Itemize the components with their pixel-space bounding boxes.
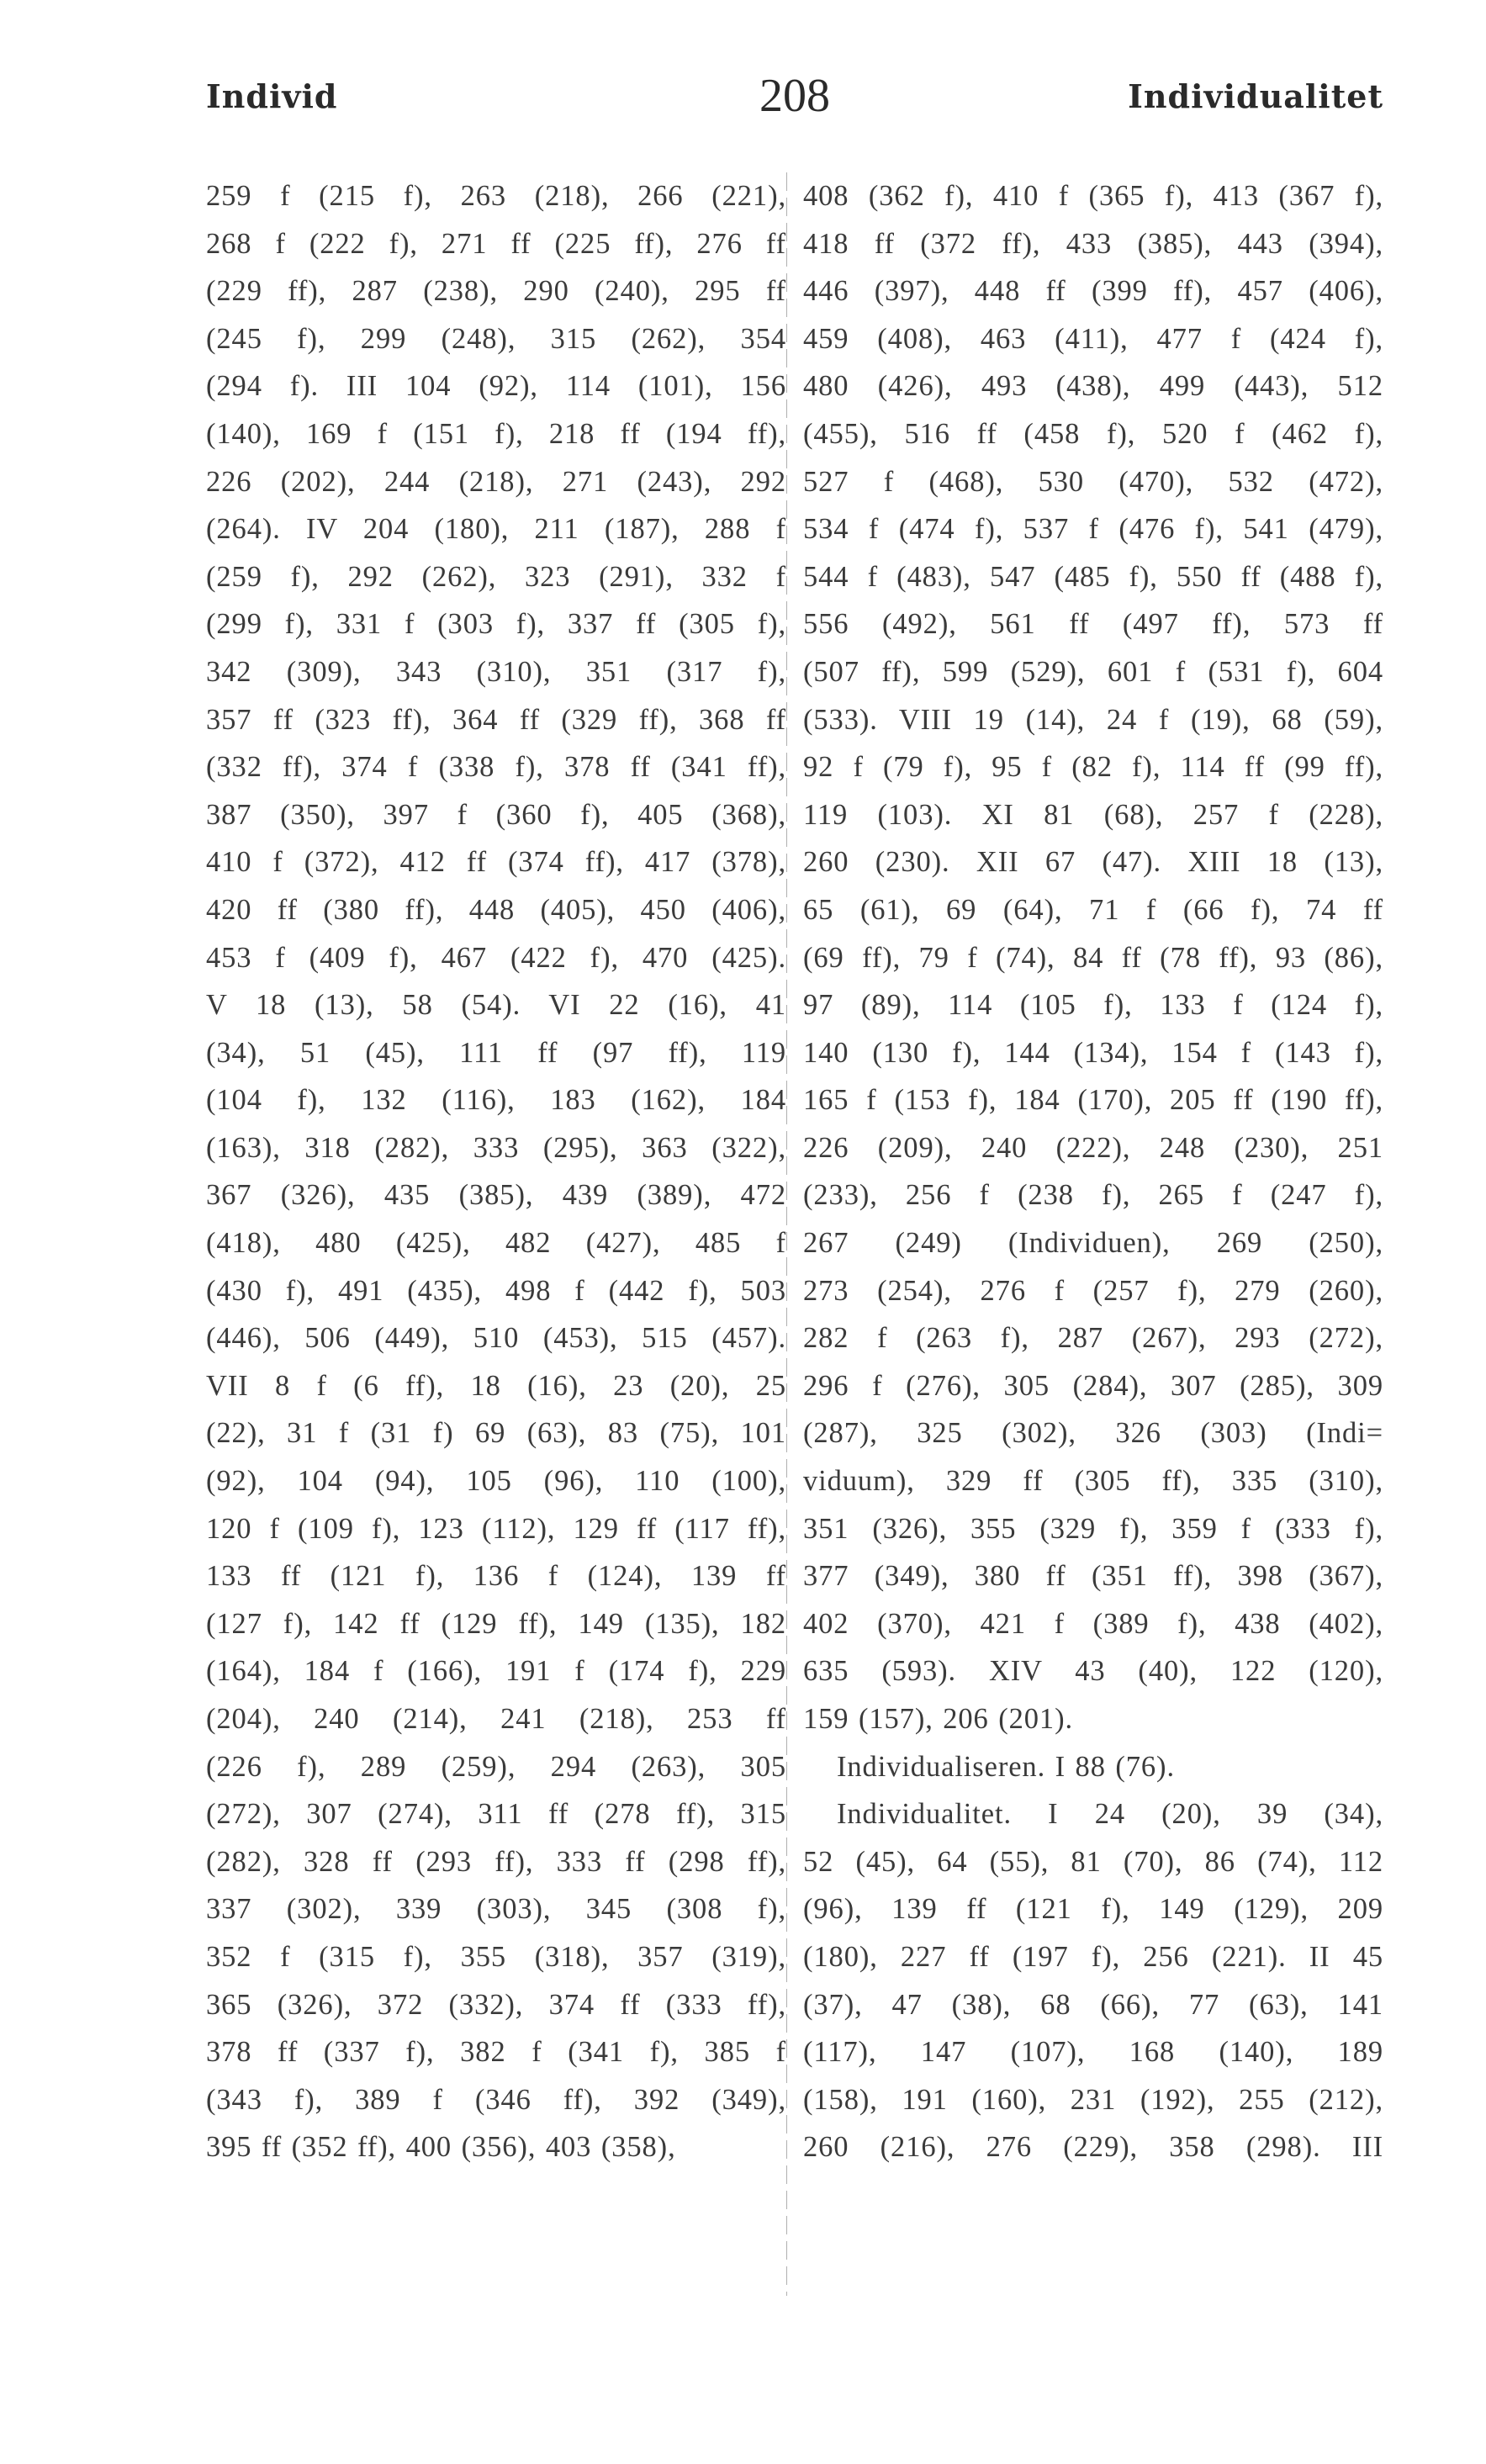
index-line: (226 f), 289 (259), 294 (263), 305 xyxy=(206,1750,786,1783)
index-line: (418), 480 (425), 482 (427), 485 f xyxy=(206,1227,786,1260)
index-line: 556 (492), 561 ff (497 ff), 573 ff xyxy=(803,608,1383,641)
index-line: 120 f (109 f), 123 (112), 129 ff (117 ff), xyxy=(206,1512,786,1545)
index-line: 267 (249) (Individuen), 269 (250), xyxy=(803,1227,1383,1260)
index-line: 260 (216), 276 (229), 358 (298). III xyxy=(803,2131,1383,2164)
column-divider xyxy=(786,172,787,2296)
index-line: 453 f (409 f), 467 (422 f), 470 (425). xyxy=(206,941,786,974)
index-line: (37), 47 (38), 68 (66), 77 (63), 141 xyxy=(803,1988,1383,2021)
left-index-column xyxy=(206,172,786,2171)
index-line: 527 f (468), 530 (470), 532 (472), xyxy=(803,465,1383,498)
index-line: 260 (230). XII 67 (47). XIII 18 (13), xyxy=(803,846,1383,879)
index-line: (163), 318 (282), 333 (295), 363 (322), xyxy=(206,1131,786,1164)
index-line: (272), 307 (274), 311 ff (278 ff), 315 xyxy=(206,1798,786,1831)
page-number: 208 xyxy=(759,70,830,122)
index-line: 635 (593). XIV 43 (40), 122 (120), xyxy=(803,1655,1383,1688)
index-line: 259 f (215 f), 263 (218), 266 (221), xyxy=(206,180,786,212)
running-head-right-keyword: Individualitet xyxy=(1128,77,1383,115)
index-line: 165 f (153 f), 184 (170), 205 ff (190 ff), xyxy=(803,1084,1383,1117)
index-line: 408 (362 f), 410 f (365 f), 413 (367 f), xyxy=(803,180,1383,212)
index-line: (164), 184 f (166), 191 f (174 f), 229 xyxy=(206,1655,786,1688)
index-line: 159 (157), 206 (201). xyxy=(803,1703,1073,1735)
index-line: (204), 240 (214), 241 (218), 253 ff xyxy=(206,1703,786,1735)
index-line: (245 f), 299 (248), 315 (262), 354 xyxy=(206,322,786,355)
index-line: 387 (350), 397 f (360 f), 405 (368), xyxy=(206,798,786,831)
index-line: Individualitet. I 24 (20), 39 (34), xyxy=(837,1798,1383,1831)
index-line: 65 (61), 69 (64), 71 f (66 f), 74 ff xyxy=(803,893,1383,926)
index-line: (140), 169 f (151 f), 218 ff (194 ff), xyxy=(206,417,786,450)
index-line: (233), 256 f (238 f), 265 f (247 f), xyxy=(803,1179,1383,1212)
index-line: (34), 51 (45), 111 ff (97 ff), 119 xyxy=(206,1036,786,1069)
index-line: (117), 147 (107), 168 (140), 189 xyxy=(803,2036,1383,2069)
index-line: 140 (130 f), 144 (134), 154 f (143 f), xyxy=(803,1036,1383,1069)
index-line: 133 ff (121 f), 136 f (124), 139 ff xyxy=(206,1560,786,1593)
index-line: (507 ff), 599 (529), 601 f (531 f), 604 xyxy=(803,655,1383,688)
index-line: 268 f (222 f), 271 ff (225 ff), 276 ff xyxy=(206,227,786,260)
index-line: (533). VIII 19 (14), 24 f (19), 68 (59), xyxy=(803,703,1383,736)
index-line: 351 (326), 355 (329 f), 359 f (333 f), xyxy=(803,1512,1383,1545)
index-line: (96), 139 ff (121 f), 149 (129), 209 xyxy=(803,1893,1383,1926)
index-line: Individualiseren. I 88 (76). xyxy=(837,1750,1175,1783)
index-line: (446), 506 (449), 510 (453), 515 (457). xyxy=(206,1322,786,1355)
index-line: (430 f), 491 (435), 498 f (442 f), 503 xyxy=(206,1274,786,1307)
index-line: 480 (426), 493 (438), 499 (443), 512 xyxy=(803,370,1383,403)
index-line: (158), 191 (160), 231 (192), 255 (212), xyxy=(803,2083,1383,2116)
index-line: (264). IV 204 (180), 211 (187), 288 f xyxy=(206,513,786,546)
index-line: 402 (370), 421 f (389 f), 438 (402), xyxy=(803,1607,1383,1640)
index-line: 544 f (483), 547 (485 f), 550 ff (488 f), xyxy=(803,560,1383,593)
index-line: (22), 31 f (31 f) 69 (63), 83 (75), 101 xyxy=(206,1417,786,1450)
index-line: 357 ff (323 ff), 364 ff (329 ff), 368 ff xyxy=(206,703,786,736)
index-line: 337 (302), 339 (303), 345 (308 f), xyxy=(206,1893,786,1926)
right-index-column xyxy=(803,172,1383,2171)
index-line: (104 f), 132 (116), 183 (162), 184 xyxy=(206,1084,786,1117)
index-line: 395 ff (352 ff), 400 (356), 403 (358), xyxy=(206,2131,676,2164)
index-line: (294 f). III 104 (92), 114 (101), 156 xyxy=(206,370,786,403)
index-line: V 18 (13), 58 (54). VI 22 (16), 41 xyxy=(206,989,786,1022)
index-line: (332 ff), 374 f (338 f), 378 ff (341 ff), xyxy=(206,751,786,784)
index-line: 226 (209), 240 (222), 248 (230), 251 xyxy=(803,1131,1383,1164)
index-line: 446 (397), 448 ff (399 ff), 457 (406), xyxy=(803,275,1383,308)
index-line: (69 ff), 79 f (74), 84 ff (78 ff), 93 (86), xyxy=(803,941,1383,974)
index-line: 119 (103). XI 81 (68), 257 f (228), xyxy=(803,798,1383,831)
index-line: (229 ff), 287 (238), 290 (240), 295 ff xyxy=(206,275,786,308)
running-head-left-keyword: Individ xyxy=(206,77,338,115)
index-line: (180), 227 ff (197 f), 256 (221). II 45 xyxy=(803,1940,1383,1973)
index-line: viduum), 329 ff (305 ff), 335 (310), xyxy=(803,1465,1383,1498)
index-line: 365 (326), 372 (332), 374 ff (333 ff), xyxy=(206,1988,786,2021)
index-line: 534 f (474 f), 537 f (476 f), 541 (479), xyxy=(803,513,1383,546)
index-line: 459 (408), 463 (411), 477 f (424 f), xyxy=(803,322,1383,355)
index-line: 420 ff (380 ff), 448 (405), 450 (406), xyxy=(206,893,786,926)
index-line: 52 (45), 64 (55), 81 (70), 86 (74), 112 xyxy=(803,1845,1383,1878)
index-line: (299 f), 331 f (303 f), 337 ff (305 f), xyxy=(206,608,786,641)
index-line: 418 ff (372 ff), 433 (385), 443 (394), xyxy=(803,227,1383,260)
running-head xyxy=(206,69,1383,128)
index-line: 378 ff (337 f), 382 f (341 f), 385 f xyxy=(206,2036,786,2069)
index-line: (127 f), 142 ff (129 ff), 149 (135), 182 xyxy=(206,1607,786,1640)
index-line: 296 f (276), 305 (284), 307 (285), 309 xyxy=(803,1369,1383,1402)
index-line: (455), 516 ff (458 f), 520 f (462 f), xyxy=(803,417,1383,450)
index-line: (259 f), 292 (262), 323 (291), 332 f xyxy=(206,560,786,593)
index-line: 92 f (79 f), 95 f (82 f), 114 ff (99 ff), xyxy=(803,751,1383,784)
index-line: (343 f), 389 f (346 ff), 392 (349), xyxy=(206,2083,786,2116)
index-line: 377 (349), 380 ff (351 ff), 398 (367), xyxy=(803,1560,1383,1593)
index-line: (282), 328 ff (293 ff), 333 ff (298 ff), xyxy=(206,1845,786,1878)
index-line: (92), 104 (94), 105 (96), 110 (100), xyxy=(206,1465,786,1498)
index-line: (287), 325 (302), 326 (303) (Indi= xyxy=(803,1417,1383,1450)
index-line: 367 (326), 435 (385), 439 (389), 472 xyxy=(206,1179,786,1212)
index-line: 342 (309), 343 (310), 351 (317 f), xyxy=(206,655,786,688)
index-line: 410 f (372), 412 ff (374 ff), 417 (378), xyxy=(206,846,786,879)
index-line: 226 (202), 244 (218), 271 (243), 292 xyxy=(206,465,786,498)
index-line: VII 8 f (6 ff), 18 (16), 23 (20), 25 xyxy=(206,1369,786,1402)
index-line: 352 f (315 f), 355 (318), 357 (319), xyxy=(206,1940,786,1973)
index-line: 97 (89), 114 (105 f), 133 f (124 f), xyxy=(803,989,1383,1022)
index-line: 282 f (263 f), 287 (267), 293 (272), xyxy=(803,1322,1383,1355)
index-line: 273 (254), 276 f (257 f), 279 (260), xyxy=(803,1274,1383,1307)
